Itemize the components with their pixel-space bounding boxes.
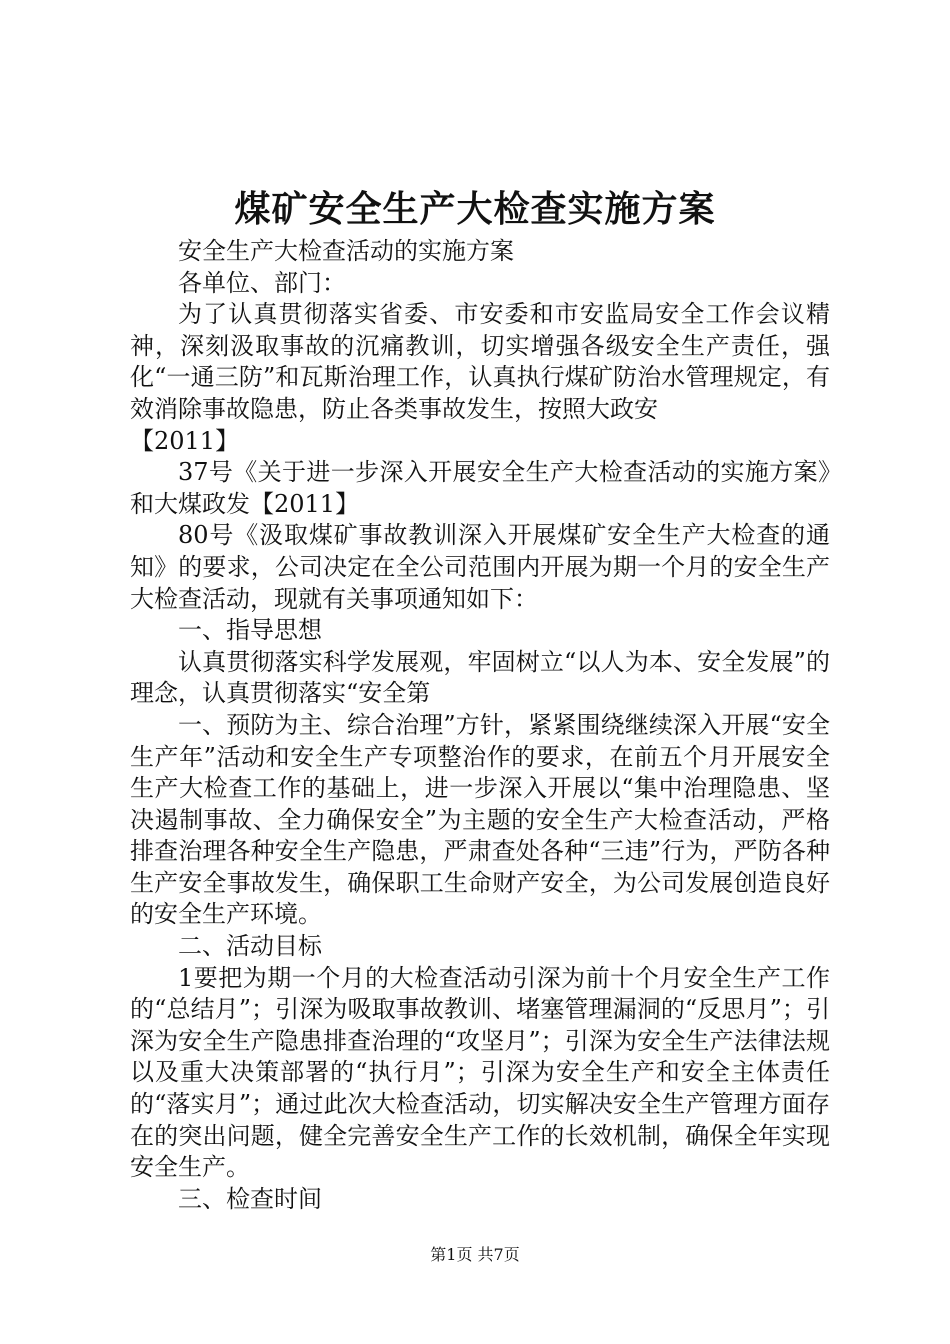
section-heading: 三、检查时间: [178, 1184, 322, 1213]
paragraph: 1要把为期一个月的大检查活动引深为前十个月安全生产工作的“总结月”；引深为吸取事故教训、堵塞管理漏洞的“反思月”；引深为安全生产隐患排查治理的“攻坚月”；引深为安全生产法律法规以及重大决策部署的“执行月”；引深为安全生产和安全主体责任的“落实月”；通过此次大检查活动，切实解决安全生产管理方面存在的突出问题，健全完善安全生产工作的长效机制，确保全年实现安全生产。: [130, 963, 830, 1182]
paragraph: 安全生产大检查活动的实施方案: [178, 237, 514, 265]
paragraph: 为了认真贯彻落实省委、市安委和市安监局安全工作会议精神，深刻汲取事故的沉痛教训，切实增强各级安全生产责任，强化“一通三防”和瓦斯治理工作，认真执行煤矿防治水管理规定，有效消除事故隐患，防止各类事故发生，按照大政安: [130, 300, 830, 423]
section-heading: 一、指导思想: [178, 616, 322, 645]
page-number: 第1页 共7页: [430, 1245, 520, 1264]
paragraph: 各单位、部门：: [178, 268, 346, 297]
document-body: [130, 236, 830, 1215]
document-title: 煤矿安全生产大检查实施方案: [234, 188, 716, 230]
paragraph: 一、预防为主、综合治理”方针，紧紧围绕继续深入开展“安全生产年”活动和安全生产专项整治作的要求，在前五个月开展安全生产大检查工作的基础上，进一步深入开展以“集中治理隐患、坚决遏制事故、全力确保安全”为主题的安全生产大检查活动，严格排查治理各种安全生产隐患，严肃查处各种“三违”行为，严防各种生产安全事故发生，确保职工生命财产安全，为公司发展创造良好的安全生产环境。: [130, 710, 830, 929]
paragraph: 认真贯彻落实科学发展观，牢固树立“以人为本、安全发展”的理念，认真贯彻落实“安全第: [130, 647, 830, 708]
paragraph: 【2011】: [130, 426, 240, 455]
paragraph: 37号《关于进一步深入开展安全生产大检查活动的实施方案》和大煤政发【2011】: [130, 458, 830, 518]
section-heading: 二、活动目标: [178, 932, 322, 961]
paragraph: 80号《汲取煤矿事故教训深入开展煤矿安全生产大检查的通知》的要求，公司决定在全公司范围内开展为期一个月的安全生产大检查活动，现就有关事项通知如下：: [130, 521, 830, 613]
